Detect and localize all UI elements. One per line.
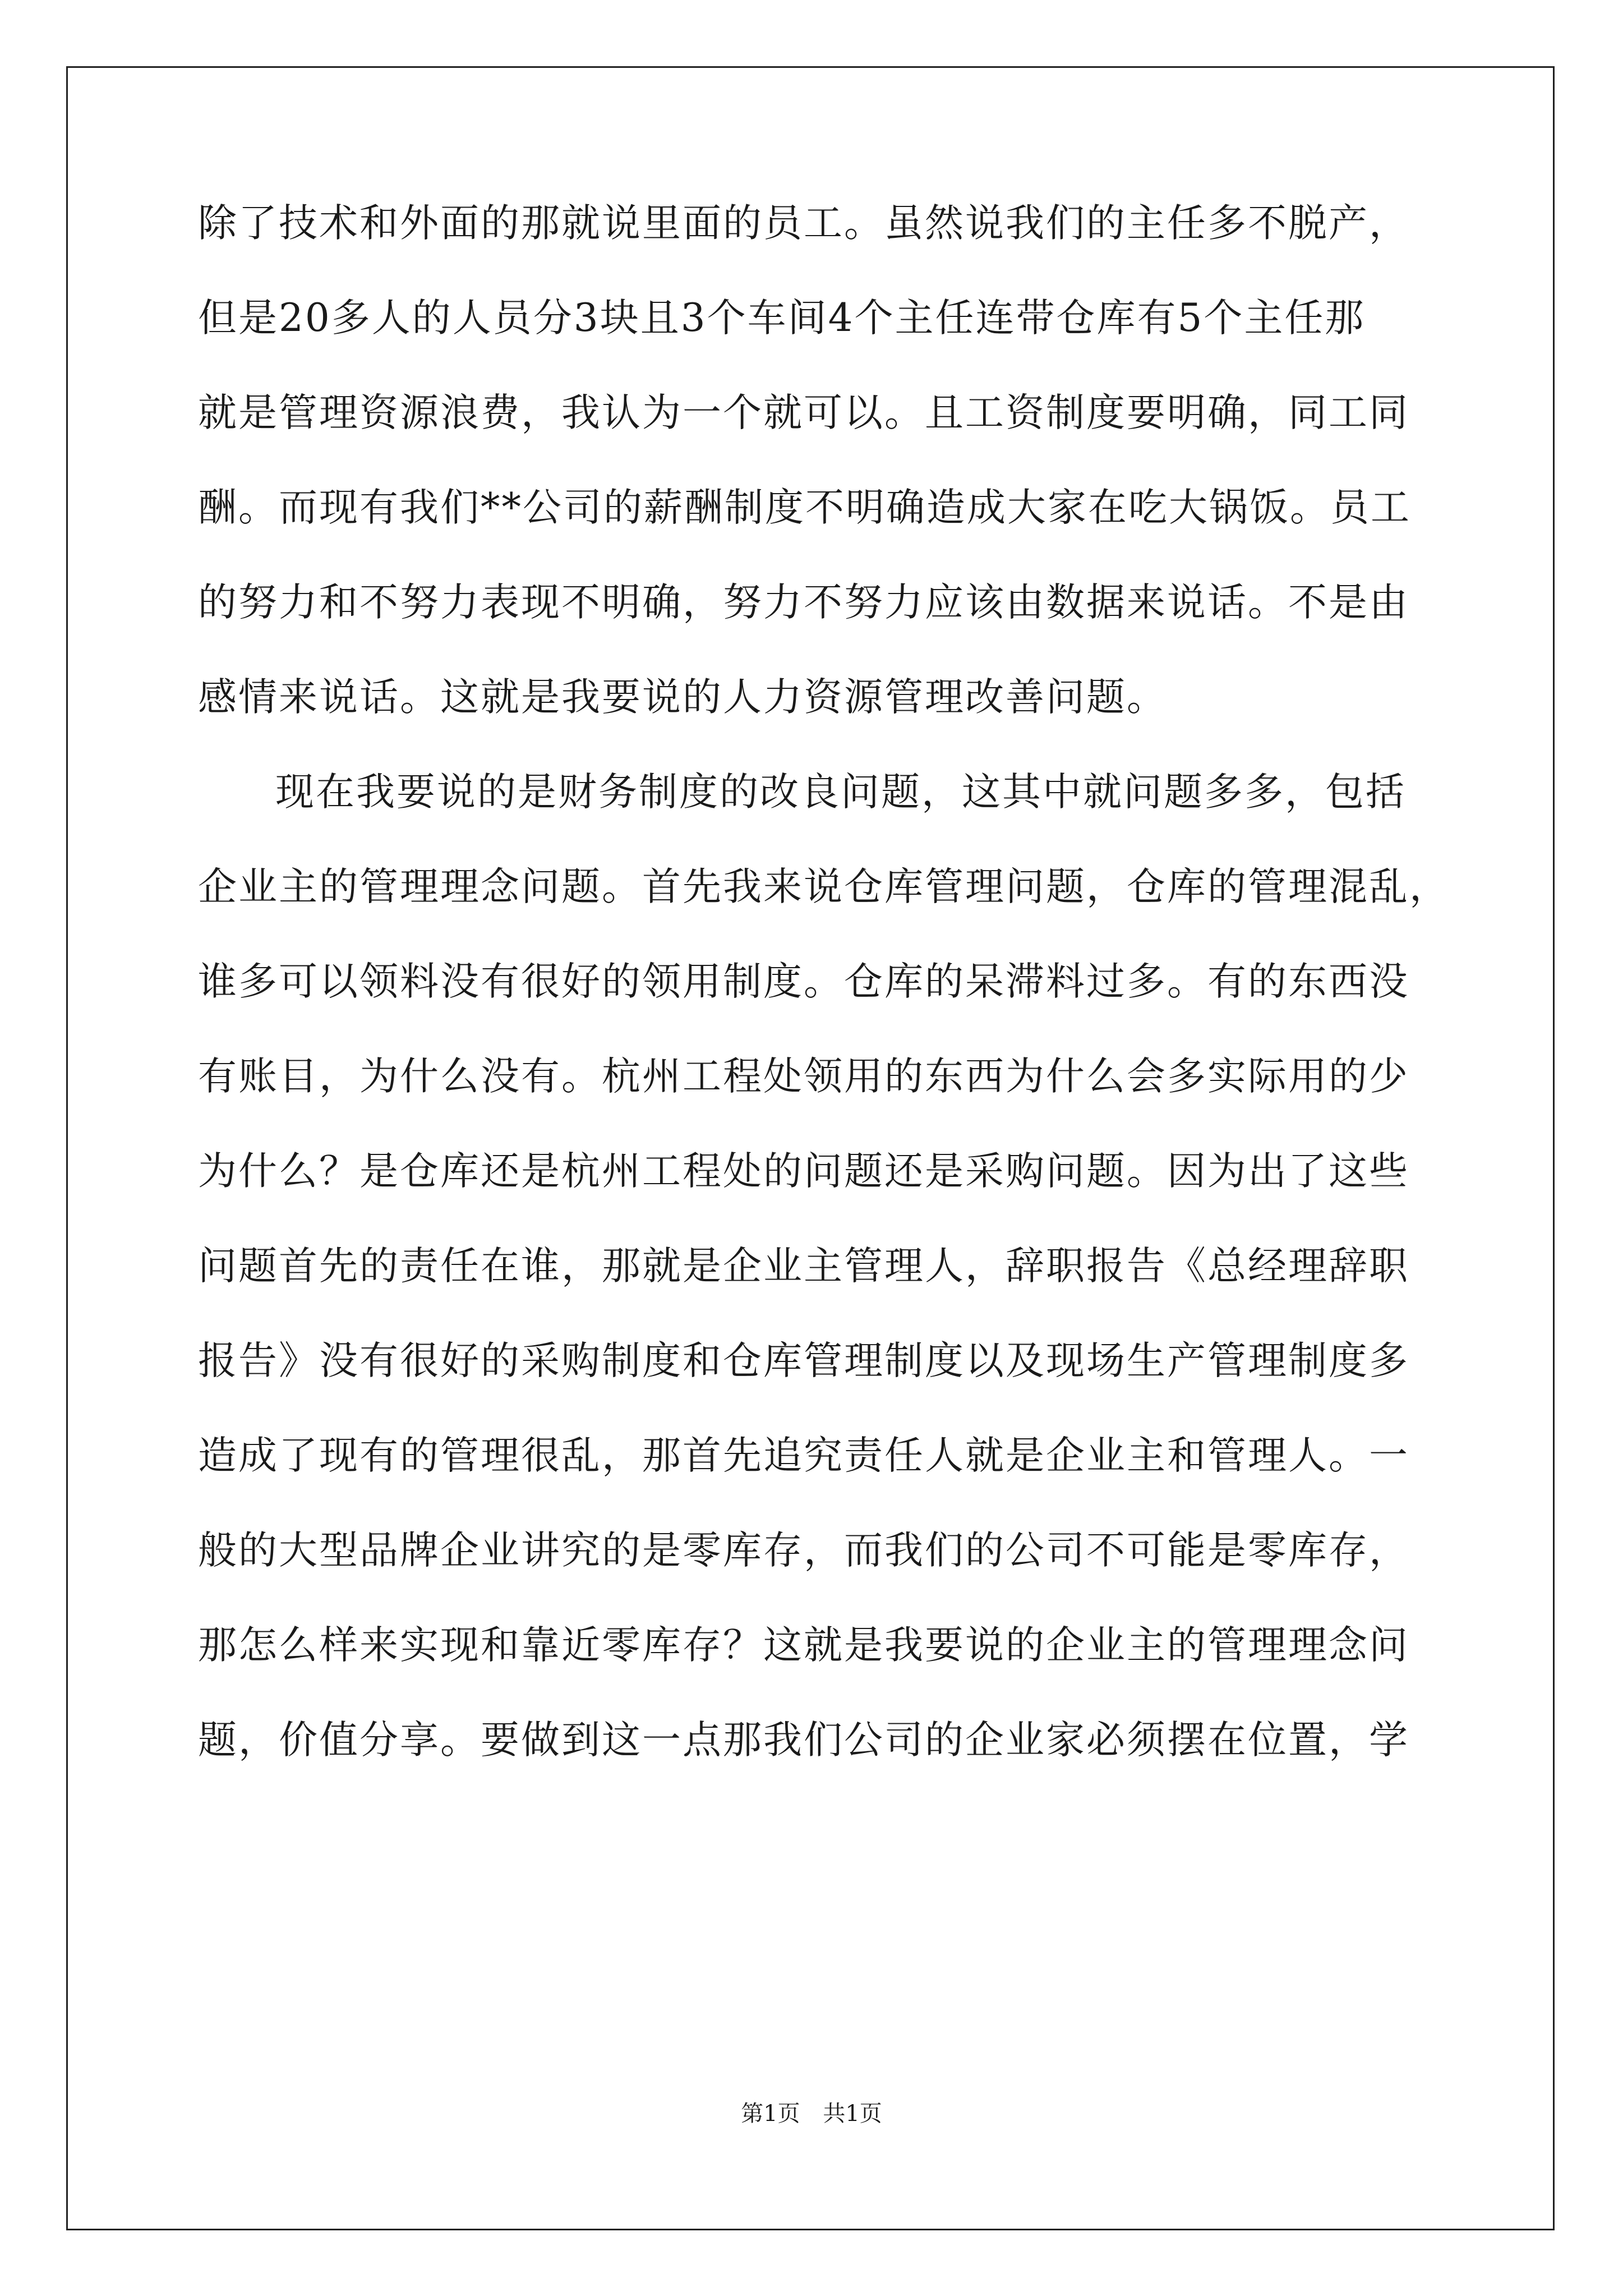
page-footer bbox=[0, 2098, 1623, 2129]
text-line: 感情来说话。这就是我要说的人力资源管理改善问题。 bbox=[198, 675, 1167, 720]
paragraph-start-line: 现在我要说的是财务制度的改良问题，这其中就问题多多，包括 bbox=[275, 770, 1406, 815]
text-line: 问题首先的责任在谁，那就是企业主管理人，辞职报告《总经理辞职 bbox=[198, 1244, 1409, 1289]
text-line: 为什么？是仓库还是杭州工程处的问题还是采购问题。因为出了这些 bbox=[198, 1149, 1409, 1194]
text-line: 企业主的管理理念问题。首先我来说仓库管理问题，仓库的管理混乱， bbox=[198, 864, 1450, 909]
text-line: 造成了现有的管理很乱，那首先追究责任人就是企业主和管理人。一 bbox=[198, 1433, 1409, 1478]
page-number: 第1页 bbox=[741, 2101, 800, 2127]
document-body bbox=[198, 195, 1450, 1807]
text-line: 有账目，为什么没有。杭州工程处领用的东西为什么会多实际用的少 bbox=[198, 1054, 1409, 1099]
text-line: 题，价值分享。要做到这一点那我们公司的企业家必须摆在位置，学 bbox=[198, 1718, 1409, 1763]
text-line: 般的大型品牌企业讲究的是零库存，而我们的公司不可能是零库存， bbox=[198, 1528, 1409, 1573]
text-line: 酬。而现有我们**公司的薪酬制度不明确造成大家在吃大锅饭。员工 bbox=[198, 485, 1411, 530]
text-line: 就是管理资源浪费，我认为一个就可以。且工资制度要明确，同工同 bbox=[198, 390, 1409, 435]
text-line: 谁多可以领料没有很好的领用制度。仓库的呆滞料过多。有的东西没 bbox=[198, 959, 1409, 1004]
text-line: 那怎么样来实现和靠近零库存？这就是我要说的企业主的管理理念问 bbox=[198, 1623, 1409, 1668]
text-line: 但是20多人的人员分3块且3个车间4个主任连带仓库有5个主任那 bbox=[198, 296, 1366, 341]
text-line: 的努力和不努力表现不明确，努力不努力应该由数据来说话。不是由 bbox=[198, 580, 1409, 625]
text-line: 报告》没有很好的采购制度和仓库管理制度以及现场生产管理制度多 bbox=[198, 1338, 1409, 1383]
text-line: 除了技术和外面的那就说里面的员工。虽然说我们的主任多不脱产， bbox=[198, 201, 1409, 246]
page-total: 共1页 bbox=[823, 2101, 882, 2127]
